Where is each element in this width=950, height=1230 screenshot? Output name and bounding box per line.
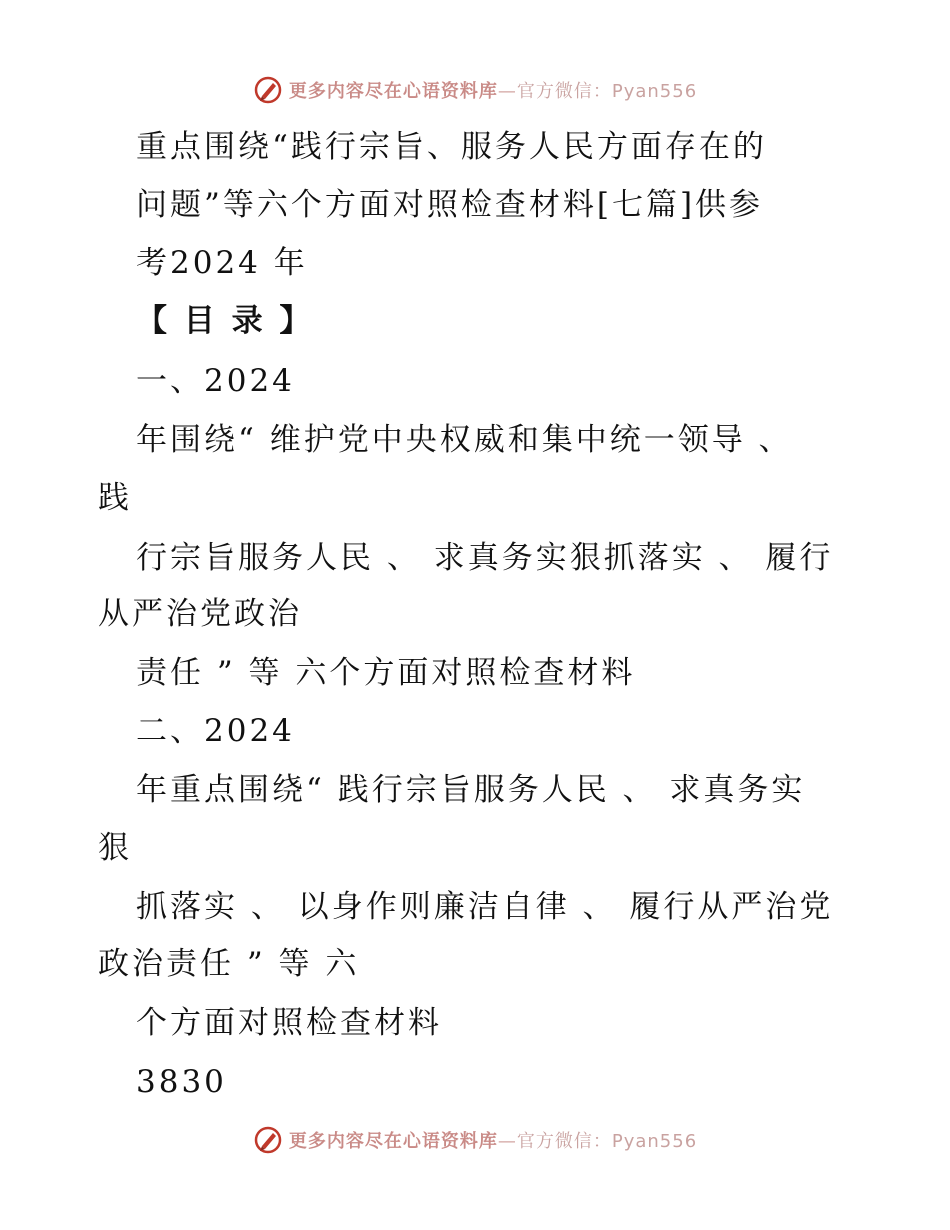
- toc-line: 个方面对照检查材料: [136, 1005, 442, 1041]
- toc-line: 二、2024: [136, 713, 295, 749]
- banner-contact: 官方微信：Pyan556: [516, 1131, 698, 1152]
- banner-text: [289, 1127, 697, 1153]
- toc-line: 责任 ” 等 六个方面对照检查材料: [136, 655, 636, 691]
- title-line-2: 问题”等六个方面对照检查材料[七篇]供参: [136, 187, 764, 223]
- toc-line: 践: [98, 480, 132, 516]
- banner-separator: —: [497, 1131, 517, 1152]
- toc-line: 政治责任 ” 等 六: [98, 946, 360, 982]
- toc-line: 抓落实 、 以身作则廉洁自律 、 履行从严治党: [136, 889, 834, 925]
- title-line-1: 重点围绕“践行宗旨、服务人民方面存在的: [136, 129, 767, 165]
- toc-line: 年围绕“ 维护党中央权威和集中统一领导 、: [136, 422, 793, 458]
- title-line-3: 考2024 年: [136, 245, 308, 281]
- toc-line: 3830: [136, 1064, 227, 1100]
- footer-banner: [0, 1120, 950, 1160]
- toc-line: 一、2024: [136, 363, 295, 399]
- toc-line: 狠: [98, 830, 132, 866]
- banner-separator: —: [497, 81, 517, 102]
- toc-heading: 【 目 录 】: [136, 303, 314, 339]
- toc-line: 行宗旨服务人民 、 求真务实狠抓落实 、 履行: [136, 540, 834, 576]
- pen-logo-icon: [253, 1125, 283, 1155]
- banner-contact: 官方微信：Pyan556: [516, 81, 698, 102]
- banner-main-text: 更多内容尽在心语资料库: [288, 81, 498, 102]
- toc-line: 年重点围绕“ 践行宗旨服务人民 、 求真务实: [136, 772, 806, 808]
- toc-line: 从严治党政治: [98, 596, 302, 632]
- banner-main-text: 更多内容尽在心语资料库: [288, 1131, 498, 1152]
